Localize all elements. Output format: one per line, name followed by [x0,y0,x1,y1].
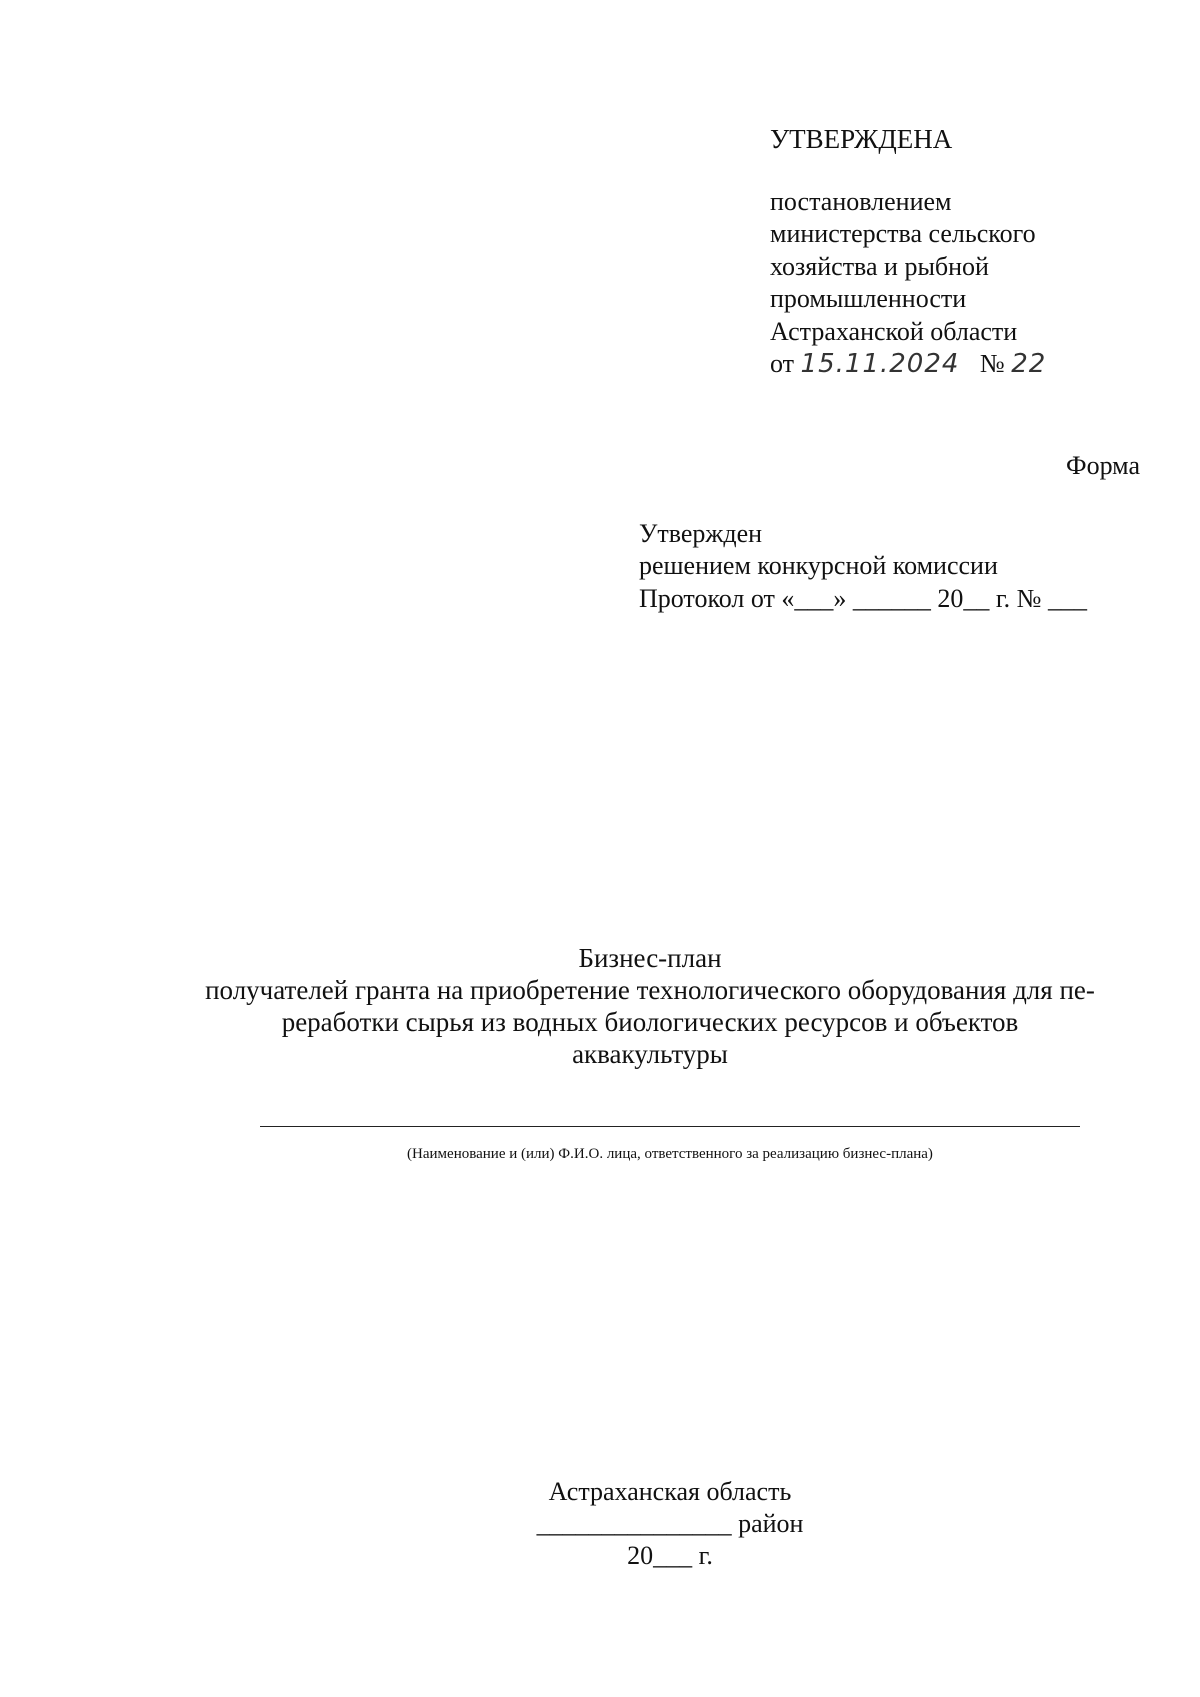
approval-number-prefix: № [979,349,1005,379]
approval-line-4: промышленности [770,284,967,314]
approval-line-1: постановлением [770,187,952,216]
responsible-name-line [260,1126,1080,1127]
approval-title: УТВЕРЖДЕНА [770,124,953,154]
approval-date-prefix: от [770,349,795,379]
responsible-caption: (Наименование и (или) Ф.И.О. лица, ответственного за реализацию бизнес-плана) [407,1146,933,1162]
place-block [420,1476,920,1572]
business-plan-line-3: аквакультуры [572,1039,728,1069]
approval-line-2: министерства сельского [770,219,1036,249]
place-district: _______________ район [536,1509,804,1538]
approval-line-3: хозяйства и рыбной [770,251,989,281]
business-plan-line-1: получателей гранта на приобретение технологического оборудования для пе- [205,975,1095,1005]
approval-number-handwritten: 22 [1011,349,1047,380]
commission-line-1: Утвержден [639,519,763,548]
business-plan-title-block [150,942,1150,1070]
approval-line-5: Астраханской области [770,316,1018,346]
commission-protocol-line: Протокол от «___» ______ 20__ г. № ___ [639,583,1087,613]
commission-block [639,518,1087,615]
approval-date-handwritten: 15.11.2024 [800,349,960,380]
commission-line-2: решением конкурсной комиссии [639,551,998,581]
place-region: Астраханская область [548,1477,792,1506]
approval-block [770,122,1046,380]
business-plan-title: Бизнес-план [578,943,722,973]
approval-date-line [770,348,1046,380]
form-label: Форма [1066,451,1140,480]
business-plan-line-2: реработки сырья из водных биологических ресурсов и объектов [281,1007,1019,1037]
place-year: 20___ г. [627,1541,713,1570]
